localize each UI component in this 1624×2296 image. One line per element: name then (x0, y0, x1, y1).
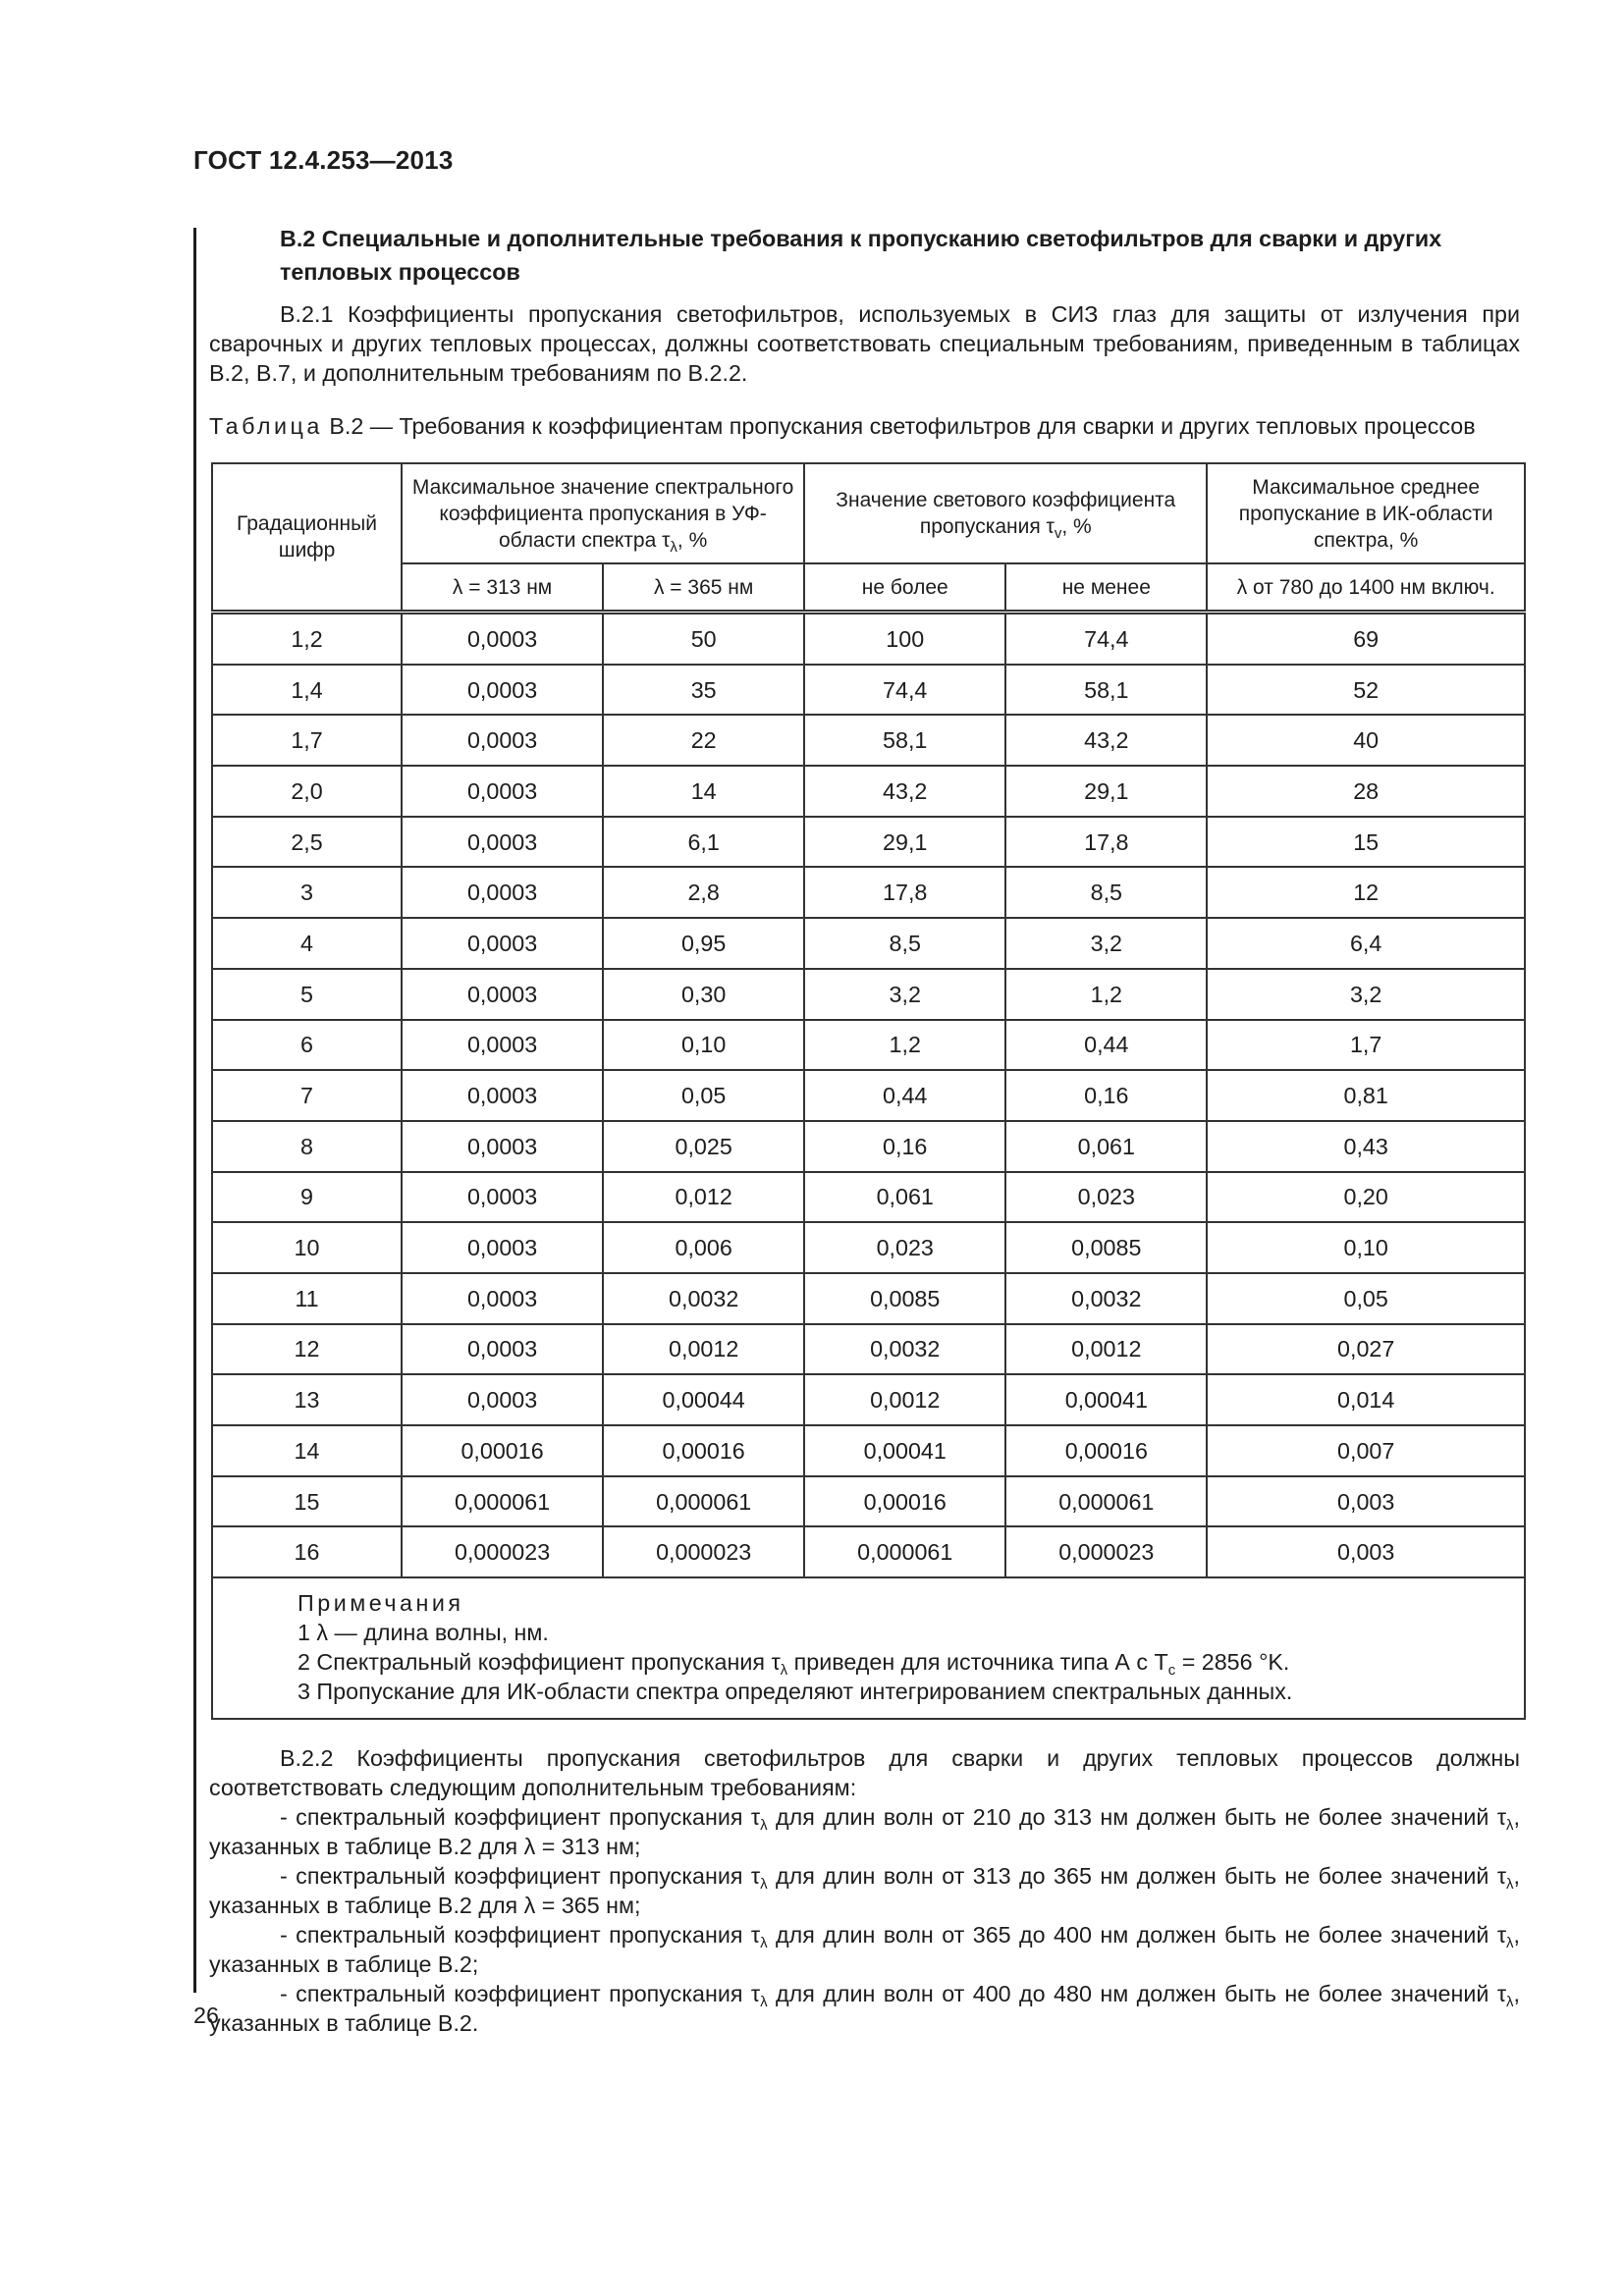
table-cell: 7 (212, 1070, 402, 1121)
table-row (212, 1324, 1525, 1375)
table-cell: 3,2 (804, 969, 1005, 1020)
page-content (209, 222, 1520, 2038)
list-item: - спектральный коэффициент пропускания $\tau_\lambda$ для длин волн от 313 до 365 нм должен быть не более значений $\tau_\lambda$, указанных в таблице В.2 для λ = 365 нм; (209, 1863, 1521, 1919)
table-cell: 0,0003 (402, 1324, 603, 1375)
table-cell: 0,0003 (402, 1121, 603, 1172)
table-cell: 0,0003 (402, 766, 603, 817)
table-cell: 29,1 (1005, 766, 1207, 817)
table-cell: 15 (1207, 817, 1525, 868)
table-cell: 0,0003 (402, 1374, 603, 1425)
table-cell: 0,00041 (804, 1425, 1005, 1476)
table-cell: 6 (212, 1020, 402, 1071)
table-cell: 0,000061 (1005, 1476, 1207, 1527)
table-cell: 0,000061 (804, 1526, 1005, 1577)
table-caption-label: Таблица (209, 413, 323, 439)
table-cell: 5 (212, 969, 402, 1020)
change-bar (193, 228, 196, 1993)
table-cell: 0,0032 (804, 1324, 1005, 1375)
table-cell: 0,023 (804, 1222, 1005, 1273)
table-cell: 0,0032 (1005, 1273, 1207, 1324)
note-2: 2 Спектральный коэффициент пропускания $\tau_\lambda$ приведен для источника типа А с $T_c = 2856$ °K. (298, 1649, 1290, 1680)
table-cell: 0,00016 (1005, 1425, 1207, 1476)
table-row (212, 1526, 1525, 1577)
list-item: - спектральный коэффициент пропускания $\tau_\lambda$ для длин волн от 365 до 400 нм должен быть не более значений $\tau_\lambda$, указанных в таблице В.2; (209, 1922, 1521, 1978)
table-cell: 17,8 (1005, 817, 1207, 868)
table-cell: 9 (212, 1172, 402, 1223)
table-cell: 0,027 (1207, 1324, 1525, 1375)
table-cell: 0,0003 (402, 1273, 603, 1324)
table-cell: 0,003 (1207, 1526, 1525, 1577)
table-cell: 0,0012 (603, 1324, 804, 1375)
table-cell: 2,8 (603, 867, 804, 918)
table-cell: 0,30 (603, 969, 804, 1020)
table-cell: 40 (1207, 715, 1525, 766)
table-cell: 58,1 (804, 715, 1005, 766)
table-cell: 0,0003 (402, 1020, 603, 1071)
table-cell: 29,1 (804, 817, 1005, 868)
table-cell: 17,8 (804, 867, 1005, 918)
table-cell: 8,5 (804, 918, 1005, 969)
table-cell: 12 (212, 1324, 402, 1375)
table-row (212, 1172, 1525, 1223)
table-row (212, 1374, 1525, 1425)
table-cell: 0,0003 (402, 817, 603, 868)
table-cell: 3 (212, 867, 402, 918)
table-cell: 0,0003 (402, 1070, 603, 1121)
page-number: 26 (193, 2002, 219, 2028)
table-cell: 0,00016 (804, 1476, 1005, 1527)
table-notes (212, 1577, 1525, 1719)
table-cell: 0,0003 (402, 1172, 603, 1223)
table-cell: 0,000023 (402, 1526, 603, 1577)
header-shade-code: Градационный шифр (212, 463, 402, 613)
table-row (212, 918, 1525, 969)
list-item: - спектральный коэффициент пропускания $\tau_\lambda$ для длин волн от 400 до 480 нм должен быть не более значений $\tau_\lambda$, указанных в таблице В.2. (209, 1981, 1521, 2037)
table-cell: 69 (1207, 613, 1525, 665)
note-3: 3 Пропускание для ИК-области спектра определяют интегрированием спектральных данных. (298, 1679, 1293, 1705)
subheader-max: не более (804, 563, 1005, 613)
table-row (212, 1273, 1525, 1324)
table-row (212, 613, 1525, 665)
table-row (212, 665, 1525, 716)
table-cell: 15 (212, 1476, 402, 1527)
table-cell: 0,0003 (402, 715, 603, 766)
notes-title: Примечания (298, 1590, 464, 1617)
table-cell: 0,000061 (603, 1476, 804, 1527)
table-row (212, 1020, 1525, 1071)
table-cell: 43,2 (1005, 715, 1207, 766)
table-cell: 6,1 (603, 817, 804, 868)
table-row (212, 1121, 1525, 1172)
table-cell: 0,003 (1207, 1476, 1525, 1527)
table-cell: 100 (804, 613, 1005, 665)
table-row (212, 1425, 1525, 1476)
table-cell: 0,0003 (402, 867, 603, 918)
table-row (212, 1070, 1525, 1121)
table-row (212, 867, 1525, 918)
table-cell: 0,000023 (603, 1526, 804, 1577)
table-cell: 16 (212, 1526, 402, 1577)
table-row (212, 969, 1525, 1020)
table-cell: 0,95 (603, 918, 804, 969)
table-cell: 10 (212, 1222, 402, 1273)
table-cell: 0,81 (1207, 1070, 1525, 1121)
table-cell: 43,2 (804, 766, 1005, 817)
requirement-list (209, 1802, 1520, 2038)
table-cell: 0,10 (1207, 1222, 1525, 1273)
table-cell: 35 (603, 665, 804, 716)
table-cell: 0,025 (603, 1121, 804, 1172)
table-cell: 13 (212, 1374, 402, 1425)
table-cell: 0,006 (603, 1222, 804, 1273)
table-cell: 8 (212, 1121, 402, 1172)
transmission-table (211, 462, 1526, 1720)
table-cell: 0,10 (603, 1020, 804, 1071)
table-cell: 0,00016 (402, 1425, 603, 1476)
table-cell: 1,4 (212, 665, 402, 716)
subheader-ir-range: λ от 780 до 1400 нм включ. (1207, 563, 1525, 613)
table-cell: 0,014 (1207, 1374, 1525, 1425)
table-cell: 0,0012 (1005, 1324, 1207, 1375)
table-cell: 52 (1207, 665, 1525, 716)
table-cell: 0,0003 (402, 918, 603, 969)
section-title: В.2 Специальные и дополнительные требования к пропусканию светофильтров для сварки и других тепловых процессов (280, 226, 1442, 285)
table-cell: 0,43 (1207, 1121, 1525, 1172)
paragraph-b21: В.2.1 Коэффициенты пропускания светофильтров, используемых в СИЗ глаз для защиты от излучения при сварочных и других тепловых процессах, должны соответствовать специальным требованиям, приведенным в таблицах В.2, В.7, и дополнительным требованиям по В.2.2. (209, 301, 1520, 386)
table-cell: 1,7 (212, 715, 402, 766)
table-cell: 0,0085 (1005, 1222, 1207, 1273)
table-cell: 0,0085 (804, 1273, 1005, 1324)
table-cell: 0,05 (603, 1070, 804, 1121)
header-luminous-transmittance: Значение светового коэффициента пропускания $\tau_v$, % (804, 463, 1207, 563)
table-cell: 0,00016 (603, 1425, 804, 1476)
table-cell: 14 (212, 1425, 402, 1476)
table-row (212, 1222, 1525, 1273)
table-cell: 0,000061 (402, 1476, 603, 1527)
table-row (212, 817, 1525, 868)
note-1: 1 λ — длина волны, нм. (298, 1620, 549, 1646)
table-cell: 2,5 (212, 817, 402, 868)
table-cell: 1,2 (804, 1020, 1005, 1071)
paragraph-b22: В.2.2 Коэффициенты пропускания светофильтров для сварки и других тепловых процессов должны соответствовать следующим дополнительным требованиям: (209, 1745, 1520, 1801)
table-cell: 0,061 (804, 1172, 1005, 1223)
table-cell: 3,2 (1207, 969, 1525, 1020)
table-cell: 1,2 (1005, 969, 1207, 1020)
table-cell: 0,16 (804, 1121, 1005, 1172)
table-row (212, 715, 1525, 766)
table-cell: 74,4 (1005, 613, 1207, 665)
table-cell: 3,2 (1005, 918, 1207, 969)
table-cell: 28 (1207, 766, 1525, 817)
document-code-header: ГОСТ 12.4.253—2013 (193, 145, 454, 175)
table-row (212, 766, 1525, 817)
table-cell: 0,00041 (1005, 1374, 1207, 1425)
table-cell: 0,000023 (1005, 1526, 1207, 1577)
table-cell: 74,4 (804, 665, 1005, 716)
table-cell: 0,0003 (402, 613, 603, 665)
table-cell: 0,061 (1005, 1121, 1207, 1172)
table-cell: 0,007 (1207, 1425, 1525, 1476)
table-cell: 0,0032 (603, 1273, 804, 1324)
table-cell: 22 (603, 715, 804, 766)
table-cell: 2,0 (212, 766, 402, 817)
table-cell: 50 (603, 613, 804, 665)
table-cell: 0,44 (804, 1070, 1005, 1121)
table-cell: 58,1 (1005, 665, 1207, 716)
list-item: - спектральный коэффициент пропускания $\tau_\lambda$ для длин волн от 210 до 313 нм должен быть не более значений $\tau_\lambda$, указанных в таблице В.2 для λ = 313 нм; (209, 1804, 1521, 1860)
table-cell: 0,0003 (402, 665, 603, 716)
table-cell: 0,0003 (402, 969, 603, 1020)
table-cell: 14 (603, 766, 804, 817)
table-cell: 12 (1207, 867, 1525, 918)
table-cell: 0,44 (1005, 1020, 1207, 1071)
table-cell: 0,16 (1005, 1070, 1207, 1121)
table-cell: 8,5 (1005, 867, 1207, 918)
table-row (212, 1476, 1525, 1527)
header-ir-mean: Максимальное среднее пропускание в ИК-области спектра, % (1207, 463, 1525, 563)
header-uv-max: Максимальное значение спектрального коэффициента пропускания в УФ-области спектра $\tau_\lambda$, % (402, 463, 804, 563)
table-cell: 4 (212, 918, 402, 969)
table-cell: 6,4 (1207, 918, 1525, 969)
table-cell: 0,20 (1207, 1172, 1525, 1223)
table-cell: 0,023 (1005, 1172, 1207, 1223)
subheader-313: λ = 313 нм (402, 563, 603, 613)
table-cell: 0,00044 (603, 1374, 804, 1425)
table-caption-text: В.2 — Требования к коэффициентам пропускания светофильтров для сварки и других тепловых процессов (322, 413, 1476, 439)
table-caption (209, 411, 1520, 441)
table-cell: 1,7 (1207, 1020, 1525, 1071)
subheader-365: λ = 365 нм (603, 563, 804, 613)
subheader-min: не менее (1005, 563, 1207, 613)
table-cell: 0,05 (1207, 1273, 1525, 1324)
table-cell: 0,0012 (804, 1374, 1005, 1425)
table-cell: 11 (212, 1273, 402, 1324)
table-cell: 0,012 (603, 1172, 804, 1223)
table-cell: 0,0003 (402, 1222, 603, 1273)
table-cell: 1,2 (212, 613, 402, 665)
